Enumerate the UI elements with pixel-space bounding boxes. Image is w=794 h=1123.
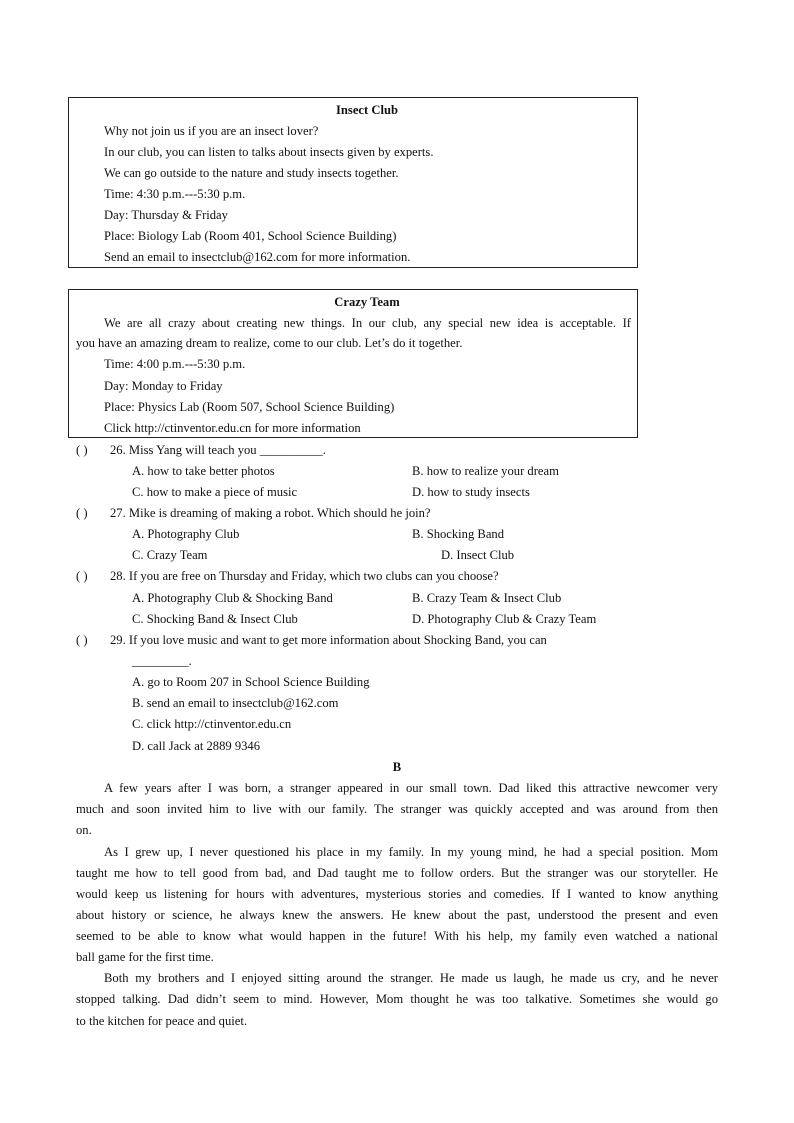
insect-club-line: Why not join us if you are an insect lover?: [104, 124, 319, 138]
option-a: A. how to take better photos: [132, 464, 275, 478]
insect-club-contact: Send an email to insectclub@162.com for more information.: [104, 250, 411, 264]
answer-bracket[interactable]: ( ): [76, 569, 88, 583]
option-c: C. Crazy Team: [132, 548, 208, 562]
question-stem: 26. Miss Yang will teach you __________.: [110, 443, 326, 457]
passage-line: Both my brothers and I enjoyed sitting around the stranger. He made us laugh, he made us cry, and he never: [104, 971, 718, 985]
option-a: A. Photography Club & Shocking Band: [132, 591, 333, 605]
passage-line: about history or science, he always knew the answers. He knew about the past, understood the present and even: [76, 908, 718, 922]
question-stem: 28. If you are free on Thursday and Friday, which two clubs can you choose?: [110, 569, 499, 583]
answer-blank: _________.: [132, 654, 192, 668]
option-d: D. how to study insects: [412, 485, 530, 499]
option-d: D. Insect Club: [441, 548, 515, 562]
option-d: D. call Jack at 2889 9346: [132, 739, 261, 753]
crazy-team-time: Time: 4:00 p.m.---5:30 p.m.: [104, 357, 246, 371]
crazy-team-title: Crazy Team: [334, 295, 400, 309]
answer-bracket[interactable]: ( ): [76, 633, 88, 647]
option-b: B. send an email to insectclub@162.com: [132, 696, 339, 710]
option-b: B. how to realize your dream: [412, 464, 559, 478]
passage-line: A few years after I was born, a stranger appeared in our small town. Dad liked this attractive newcomer very: [104, 781, 718, 795]
crazy-team-place: Place: Physics Lab (Room 507, School Science Building): [104, 400, 395, 414]
option-c: C. how to make a piece of music: [132, 485, 298, 499]
answer-bracket[interactable]: ( ): [76, 443, 88, 457]
insect-club-title: Insect Club: [336, 103, 398, 117]
passage-line: As I grew up, I never questioned his place in my family. In my young mind, he had a special position. Mom: [104, 845, 718, 859]
option-c: C. click http://ctinventor.edu.cn: [132, 717, 292, 731]
crazy-team-paragraph-line: you have an amazing dream to realize, come to our club. Let’s do it together.: [76, 336, 463, 350]
option-d: D. Photography Club & Crazy Team: [412, 612, 597, 626]
crazy-team-day: Day: Monday to Friday: [104, 379, 223, 393]
option-a: A. Photography Club: [132, 527, 240, 541]
passage-line: seemed to be able to know what would happen in the future! With his help, my family even watched a national: [76, 929, 718, 943]
option-b: B. Shocking Band: [412, 527, 505, 541]
option-a: A. go to Room 207 in School Science Building: [132, 675, 370, 689]
passage-line: on.: [76, 823, 92, 837]
passage-heading: B: [392, 760, 402, 774]
option-b: B. Crazy Team & Insect Club: [412, 591, 562, 605]
insect-club-time: Time: 4:30 p.m.---5:30 p.m.: [104, 187, 246, 201]
passage-line: stopped talking. Dad didn’t seem to mind. However, Mom thought he was too talkative. Sometimes she would go: [76, 992, 718, 1006]
crazy-team-paragraph-line: We are all crazy about creating new things. In our club, any special new idea is acceptable. If: [104, 316, 631, 330]
passage-line: taught me how to tell good from bad, and Dad taught me to follow orders. But the stranger was our storyteller. He: [76, 866, 718, 880]
insect-club-line: In our club, you can listen to talks about insects given by experts.: [104, 145, 434, 159]
insect-club-line: We can go outside to the nature and study insects together.: [104, 166, 399, 180]
question-stem: 27. Mike is dreaming of making a robot. Which should he join?: [110, 506, 431, 520]
option-c: C. Shocking Band & Insect Club: [132, 612, 298, 626]
answer-bracket[interactable]: ( ): [76, 506, 88, 520]
passage-line: would keep us listening for hours with adventures, mysterious stories and comedies. If I wanted to know anything: [76, 887, 718, 901]
passage-line: much and soon invited him to live with our family. The stranger was quickly accepted and was around from then: [76, 802, 718, 816]
insect-club-day: Day: Thursday & Friday: [104, 208, 228, 222]
question-stem: 29. If you love music and want to get more information about Shocking Band, you can: [110, 633, 547, 647]
passage-line: to the kitchen for peace and quiet.: [76, 1014, 247, 1028]
passage-line: ball game for the first time.: [76, 950, 214, 964]
insect-club-place: Place: Biology Lab (Room 401, School Science Building): [104, 229, 397, 243]
crazy-team-link: Click http://ctinventor.edu.cn for more information: [104, 421, 361, 435]
